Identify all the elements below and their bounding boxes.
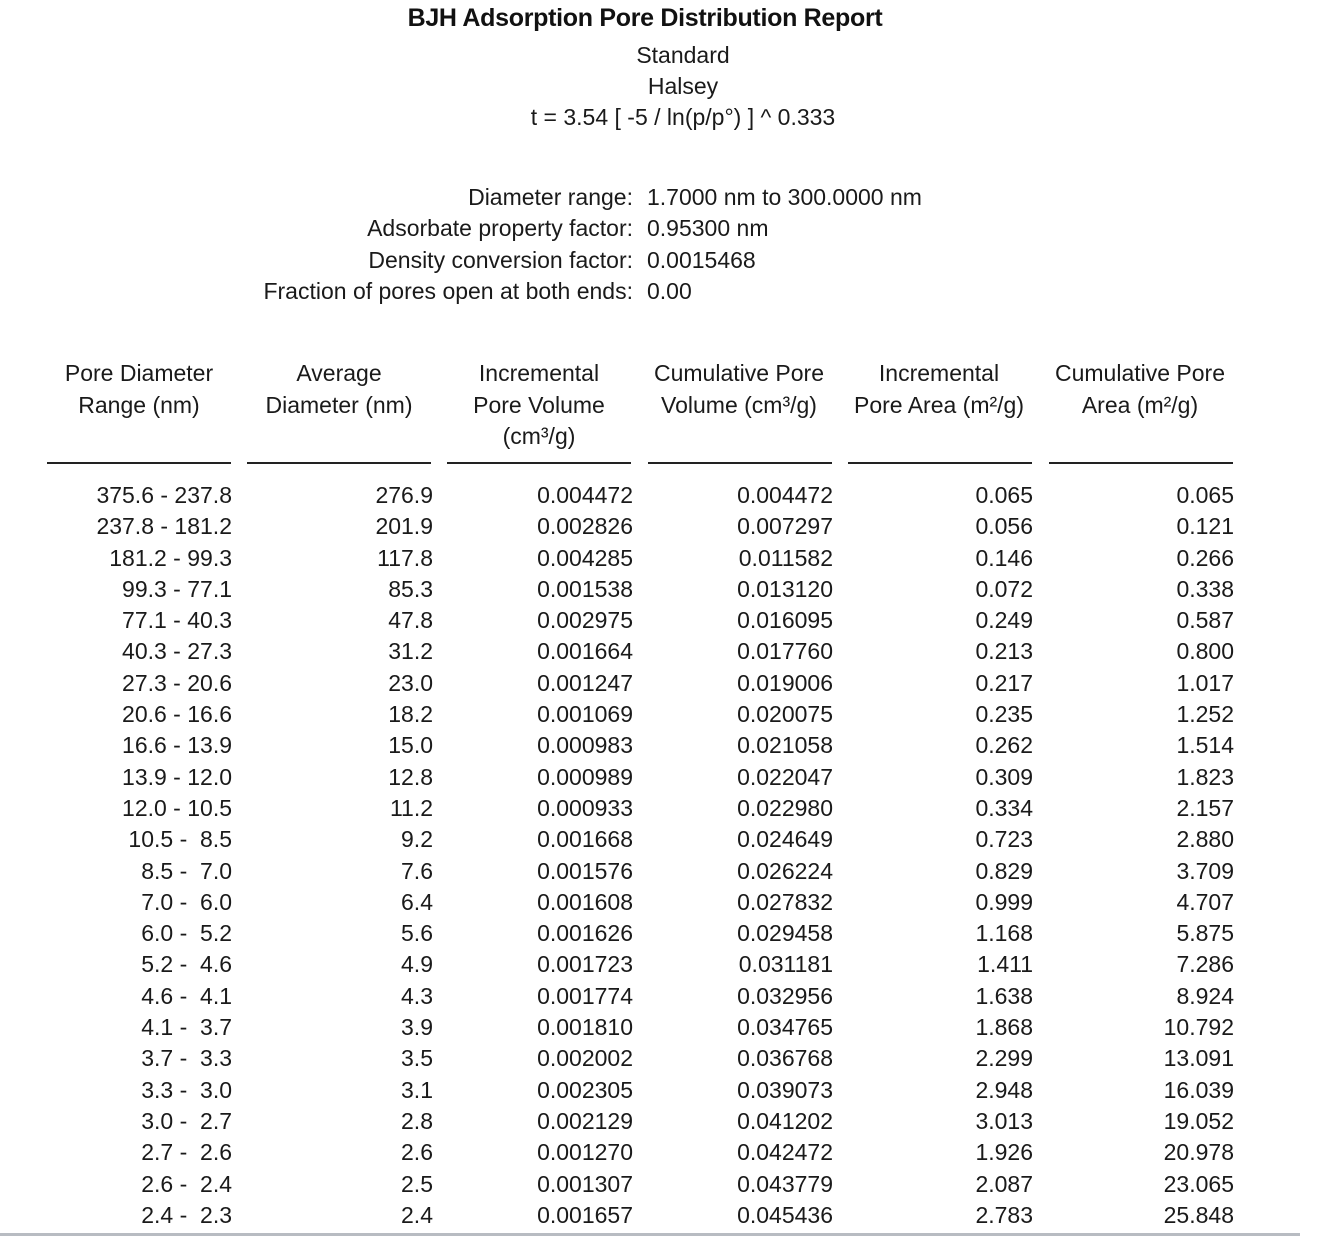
param-diameter-range xyxy=(0,184,1300,215)
param-fraction-open-pores xyxy=(0,278,1300,309)
cell-incremental-pore-area: 0.235 xyxy=(975,701,1033,728)
cell-incremental-pore-volume: 0.002305 xyxy=(537,1076,633,1103)
cell-pore-diameter-range: 237.8 - 181.2 xyxy=(96,513,232,540)
param-value: 0.95300 nm xyxy=(647,215,769,242)
cell-incremental-pore-area: 0.829 xyxy=(975,857,1033,884)
cell-cumulative-pore-volume: 0.041202 xyxy=(737,1107,833,1134)
cell-incremental-pore-volume: 0.001774 xyxy=(537,982,633,1009)
cell-cumulative-pore-area: 23.065 xyxy=(1163,1170,1234,1197)
cell-cumulative-pore-area: 0.800 xyxy=(1176,638,1234,665)
table-row xyxy=(0,920,1300,951)
cell-incremental-pore-volume: 0.001626 xyxy=(537,920,633,947)
cell-pore-diameter-range: 20.6 - 16.6 xyxy=(122,701,232,728)
cell-cumulative-pore-volume: 0.026224 xyxy=(737,857,833,884)
cell-incremental-pore-volume: 0.000989 xyxy=(537,763,633,790)
cell-cumulative-pore-volume: 0.019006 xyxy=(737,669,833,696)
cell-incremental-pore-area: 0.146 xyxy=(975,544,1033,571)
table-body xyxy=(0,482,1300,1233)
cell-average-diameter: 6.4 xyxy=(401,888,433,915)
cell-cumulative-pore-area: 5.875 xyxy=(1176,920,1234,947)
column-header-cumulative-pore-area: Cumulative Pore Area (m²/g) xyxy=(1054,360,1226,418)
cell-cumulative-pore-area: 20.978 xyxy=(1163,1139,1234,1166)
table-row xyxy=(0,983,1300,1014)
param-adsorbate-property-factor xyxy=(0,215,1300,246)
cell-incremental-pore-volume: 0.002129 xyxy=(537,1107,633,1134)
cell-cumulative-pore-area: 7.286 xyxy=(1176,951,1234,978)
cell-pore-diameter-range: 4.1 - 3.7 xyxy=(141,1014,232,1041)
cell-cumulative-pore-volume: 0.031181 xyxy=(738,951,833,978)
cell-incremental-pore-area: 0.999 xyxy=(975,888,1033,915)
cell-incremental-pore-volume: 0.001307 xyxy=(537,1170,633,1197)
cell-incremental-pore-volume: 0.001576 xyxy=(537,857,633,884)
table-row xyxy=(0,1045,1300,1076)
param-value: 1.7000 nm to 300.0000 nm xyxy=(647,184,922,210)
cell-cumulative-pore-volume: 0.039073 xyxy=(737,1076,833,1103)
cell-average-diameter: 5.6 xyxy=(401,920,433,947)
cell-cumulative-pore-volume: 0.020075 xyxy=(737,701,833,728)
cell-cumulative-pore-volume: 0.021058 xyxy=(737,732,833,759)
cell-average-diameter: 2.5 xyxy=(401,1170,433,1197)
cell-incremental-pore-area: 0.056 xyxy=(975,513,1033,540)
cell-pore-diameter-range: 13.9 - 12.0 xyxy=(122,763,232,790)
cell-pore-diameter-range: 4.6 - 4.1 xyxy=(141,982,232,1009)
cell-pore-diameter-range: 181.2 - 99.3 xyxy=(109,544,232,571)
cell-incremental-pore-area: 0.213 xyxy=(975,638,1033,665)
cell-pore-diameter-range: 2.7 - 2.6 xyxy=(141,1139,232,1166)
cell-cumulative-pore-area: 13.091 xyxy=(1163,1045,1234,1072)
column-header-average-diameter: Average Diameter (nm) xyxy=(265,360,413,418)
cell-incremental-pore-volume: 0.002826 xyxy=(537,513,633,540)
cell-cumulative-pore-volume: 0.022980 xyxy=(737,794,833,821)
cell-pore-diameter-range: 3.3 - 3.0 xyxy=(141,1076,232,1103)
cell-pore-diameter-range: 10.5 - 8.5 xyxy=(128,826,232,853)
cell-average-diameter: 23.0 xyxy=(388,669,433,696)
report-title: BJH Adsorption Pore Distribution Report xyxy=(407,4,883,32)
cell-cumulative-pore-volume: 0.027832 xyxy=(737,888,833,915)
column-rule xyxy=(648,462,832,464)
param-value: 0.00 xyxy=(647,277,692,304)
cell-pore-diameter-range: 6.0 - 5.2 xyxy=(141,920,232,947)
cell-incremental-pore-volume: 0.001069 xyxy=(537,701,633,728)
cell-incremental-pore-area: 1.926 xyxy=(975,1139,1033,1166)
cell-incremental-pore-area: 1.638 xyxy=(975,982,1033,1009)
cell-incremental-pore-volume: 0.004285 xyxy=(537,544,633,571)
column-rule xyxy=(848,462,1032,464)
cell-incremental-pore-volume: 0.001810 xyxy=(537,1014,633,1041)
cell-average-diameter: 276.9 xyxy=(375,482,433,508)
table-row xyxy=(0,1014,1300,1045)
table-row xyxy=(0,826,1300,857)
cell-pore-diameter-range: 375.6 - 237.8 xyxy=(96,482,232,508)
table-row xyxy=(0,576,1300,607)
cell-average-diameter: 12.8 xyxy=(388,763,433,790)
cell-incremental-pore-area: 3.013 xyxy=(975,1107,1033,1134)
cell-incremental-pore-volume: 0.001247 xyxy=(537,669,633,696)
cell-average-diameter: 18.2 xyxy=(388,701,433,728)
cell-incremental-pore-volume: 0.000983 xyxy=(537,732,633,759)
cell-cumulative-pore-area: 1.017 xyxy=(1176,669,1234,696)
cell-cumulative-pore-area: 1.823 xyxy=(1176,763,1234,790)
cell-average-diameter: 2.4 xyxy=(401,1201,433,1228)
cell-average-diameter: 3.5 xyxy=(401,1045,433,1072)
table-row xyxy=(0,513,1300,544)
cell-incremental-pore-area: 2.948 xyxy=(975,1076,1033,1103)
table-row xyxy=(0,732,1300,763)
cell-pore-diameter-range: 7.0 - 6.0 xyxy=(141,888,232,915)
cell-incremental-pore-area: 1.168 xyxy=(975,920,1033,947)
cell-incremental-pore-area: 1.868 xyxy=(975,1014,1033,1041)
cell-cumulative-pore-volume: 0.036768 xyxy=(737,1045,833,1072)
cell-cumulative-pore-volume: 0.007297 xyxy=(737,513,833,540)
cell-pore-diameter-range: 77.1 - 40.3 xyxy=(122,607,232,634)
cell-average-diameter: 15.0 xyxy=(388,732,433,759)
table-row xyxy=(0,1171,1300,1202)
cell-incremental-pore-volume: 0.001270 xyxy=(537,1139,633,1166)
cell-incremental-pore-area: 0.723 xyxy=(975,826,1033,853)
cell-cumulative-pore-volume: 0.043779 xyxy=(737,1170,833,1197)
cell-incremental-pore-area: 2.783 xyxy=(975,1201,1033,1228)
param-label: Density conversion factor: xyxy=(368,246,633,273)
cell-cumulative-pore-volume: 0.017760 xyxy=(737,638,833,665)
cell-incremental-pore-volume: 0.001657 xyxy=(537,1201,633,1228)
cell-incremental-pore-area: 0.249 xyxy=(975,607,1033,634)
cell-pore-diameter-range: 2.6 - 2.4 xyxy=(141,1170,232,1197)
cell-incremental-pore-area: 0.072 xyxy=(975,575,1033,602)
report-thickness-equation: t = 3.54 [ -5 / ln(p/p°) ] ^ 0.333 xyxy=(530,104,836,130)
cell-cumulative-pore-area: 3.709 xyxy=(1176,857,1234,884)
cell-average-diameter: 4.9 xyxy=(401,951,433,978)
cell-average-diameter: 9.2 xyxy=(401,826,433,853)
column-header-cumulative-pore-volume: Cumulative Pore Volume (cm³/g) xyxy=(653,360,825,418)
cell-incremental-pore-area: 1.411 xyxy=(977,951,1033,978)
column-header-incremental-pore-area: Incremental Pore Area (m²/g) xyxy=(854,360,1024,418)
cell-cumulative-pore-area: 25.848 xyxy=(1163,1201,1234,1228)
cell-pore-diameter-range: 40.3 - 27.3 xyxy=(122,638,232,665)
cell-incremental-pore-volume: 0.000933 xyxy=(537,794,633,821)
table-row xyxy=(0,889,1300,920)
cell-pore-diameter-range: 27.3 - 20.6 xyxy=(122,669,232,696)
cell-cumulative-pore-volume: 0.011582 xyxy=(738,544,833,571)
table-row xyxy=(0,1202,1300,1233)
column-header-pore-diameter-range: Pore Diameter Range (nm) xyxy=(64,360,214,418)
cell-incremental-pore-volume: 0.001664 xyxy=(537,638,633,665)
table-row xyxy=(0,638,1300,669)
cell-incremental-pore-volume: 0.001668 xyxy=(537,826,633,853)
cell-cumulative-pore-volume: 0.034765 xyxy=(737,1014,833,1041)
cell-incremental-pore-volume: 0.002002 xyxy=(537,1045,633,1072)
cell-cumulative-pore-area: 0.065 xyxy=(1176,482,1234,508)
param-density-conversion-factor xyxy=(0,247,1300,278)
cell-cumulative-pore-volume: 0.024649 xyxy=(737,826,833,853)
table-row xyxy=(0,545,1300,576)
cell-cumulative-pore-area: 2.157 xyxy=(1176,794,1234,821)
cell-incremental-pore-area: 0.262 xyxy=(975,732,1033,759)
column-header-incremental-pore-volume: Incremental Pore Volume (cm³/g) xyxy=(473,360,605,449)
cell-cumulative-pore-volume: 0.029458 xyxy=(737,920,833,947)
cell-cumulative-pore-area: 19.052 xyxy=(1163,1107,1234,1134)
cell-cumulative-pore-area: 2.880 xyxy=(1176,826,1234,853)
cell-cumulative-pore-volume: 0.042472 xyxy=(737,1139,833,1166)
cell-pore-diameter-range: 2.4 - 2.3 xyxy=(141,1201,232,1228)
parameters-block xyxy=(0,184,1300,309)
cell-cumulative-pore-area: 0.121 xyxy=(1176,513,1234,540)
table-row xyxy=(0,1077,1300,1108)
param-label: Fraction of pores open at both ends: xyxy=(263,277,633,304)
cell-incremental-pore-area: 2.087 xyxy=(975,1170,1033,1197)
param-label: Diameter range: xyxy=(468,184,633,210)
cell-cumulative-pore-area: 0.266 xyxy=(1176,544,1234,571)
cell-average-diameter: 117.8 xyxy=(377,544,433,571)
cell-cumulative-pore-volume: 0.045436 xyxy=(737,1201,833,1228)
cell-cumulative-pore-area: 0.587 xyxy=(1176,607,1234,634)
cell-average-diameter: 3.9 xyxy=(401,1014,433,1041)
cell-incremental-pore-area: 0.065 xyxy=(975,482,1033,508)
table-row xyxy=(0,858,1300,889)
cell-cumulative-pore-volume: 0.013120 xyxy=(737,575,833,602)
table-row xyxy=(0,670,1300,701)
table-row xyxy=(0,951,1300,982)
column-rule xyxy=(47,462,231,464)
cell-cumulative-pore-area: 4.707 xyxy=(1176,888,1234,915)
cell-incremental-pore-area: 2.299 xyxy=(975,1045,1033,1072)
table-row xyxy=(0,1139,1300,1170)
cell-pore-diameter-range: 3.7 - 3.3 xyxy=(141,1045,232,1072)
cell-average-diameter: 2.6 xyxy=(401,1139,433,1166)
cell-incremental-pore-volume: 0.001608 xyxy=(537,888,633,915)
column-rule xyxy=(247,462,431,464)
cell-incremental-pore-area: 0.217 xyxy=(975,669,1033,696)
cell-incremental-pore-volume: 0.001538 xyxy=(537,575,633,602)
cell-cumulative-pore-volume: 0.032956 xyxy=(737,982,833,1009)
cell-average-diameter: 3.1 xyxy=(401,1076,433,1103)
table-row xyxy=(0,482,1300,513)
report-subtitle-method: Halsey xyxy=(647,73,719,99)
table-row xyxy=(0,1108,1300,1139)
cell-pore-diameter-range: 99.3 - 77.1 xyxy=(122,575,232,602)
cell-cumulative-pore-volume: 0.016095 xyxy=(737,607,833,634)
cell-average-diameter: 31.2 xyxy=(388,638,433,665)
column-rule xyxy=(1049,462,1233,464)
cell-incremental-pore-area: 0.309 xyxy=(975,763,1033,790)
cell-pore-diameter-range: 12.0 - 10.5 xyxy=(122,794,232,821)
cell-average-diameter: 85.3 xyxy=(388,575,433,602)
table-row xyxy=(0,795,1300,826)
cell-average-diameter: 7.6 xyxy=(401,857,433,884)
cell-cumulative-pore-volume: 0.004472 xyxy=(737,482,833,508)
cell-cumulative-pore-area: 16.039 xyxy=(1163,1076,1234,1103)
param-value: 0.0015468 xyxy=(647,246,756,273)
cell-pore-diameter-range: 16.6 - 13.9 xyxy=(122,732,232,759)
cell-cumulative-pore-volume: 0.022047 xyxy=(737,763,833,790)
cell-incremental-pore-volume: 0.001723 xyxy=(537,951,633,978)
cell-cumulative-pore-area: 1.514 xyxy=(1176,732,1234,759)
cell-cumulative-pore-area: 0.338 xyxy=(1176,575,1234,602)
cell-average-diameter: 201.9 xyxy=(375,513,433,540)
cell-pore-diameter-range: 5.2 - 4.6 xyxy=(141,951,232,978)
cell-cumulative-pore-area: 1.252 xyxy=(1176,701,1234,728)
cell-average-diameter: 47.8 xyxy=(388,607,433,634)
param-label: Adsorbate property factor: xyxy=(367,215,633,242)
cell-average-diameter: 4.3 xyxy=(401,982,433,1009)
cell-incremental-pore-volume: 0.002975 xyxy=(537,607,633,634)
table-row xyxy=(0,607,1300,638)
table-row xyxy=(0,701,1300,732)
cell-average-diameter: 2.8 xyxy=(401,1107,433,1134)
table-row xyxy=(0,764,1300,795)
cell-pore-diameter-range: 3.0 - 2.7 xyxy=(141,1107,232,1134)
report-subtitle-standard: Standard xyxy=(636,42,730,68)
cell-average-diameter: 11.2 xyxy=(389,794,433,821)
cell-cumulative-pore-area: 10.792 xyxy=(1163,1014,1234,1041)
cell-incremental-pore-volume: 0.004472 xyxy=(537,482,633,508)
cell-pore-diameter-range: 8.5 - 7.0 xyxy=(141,857,232,884)
cell-incremental-pore-area: 0.334 xyxy=(975,794,1033,821)
column-rule xyxy=(447,462,631,464)
cell-cumulative-pore-area: 8.924 xyxy=(1176,982,1234,1009)
